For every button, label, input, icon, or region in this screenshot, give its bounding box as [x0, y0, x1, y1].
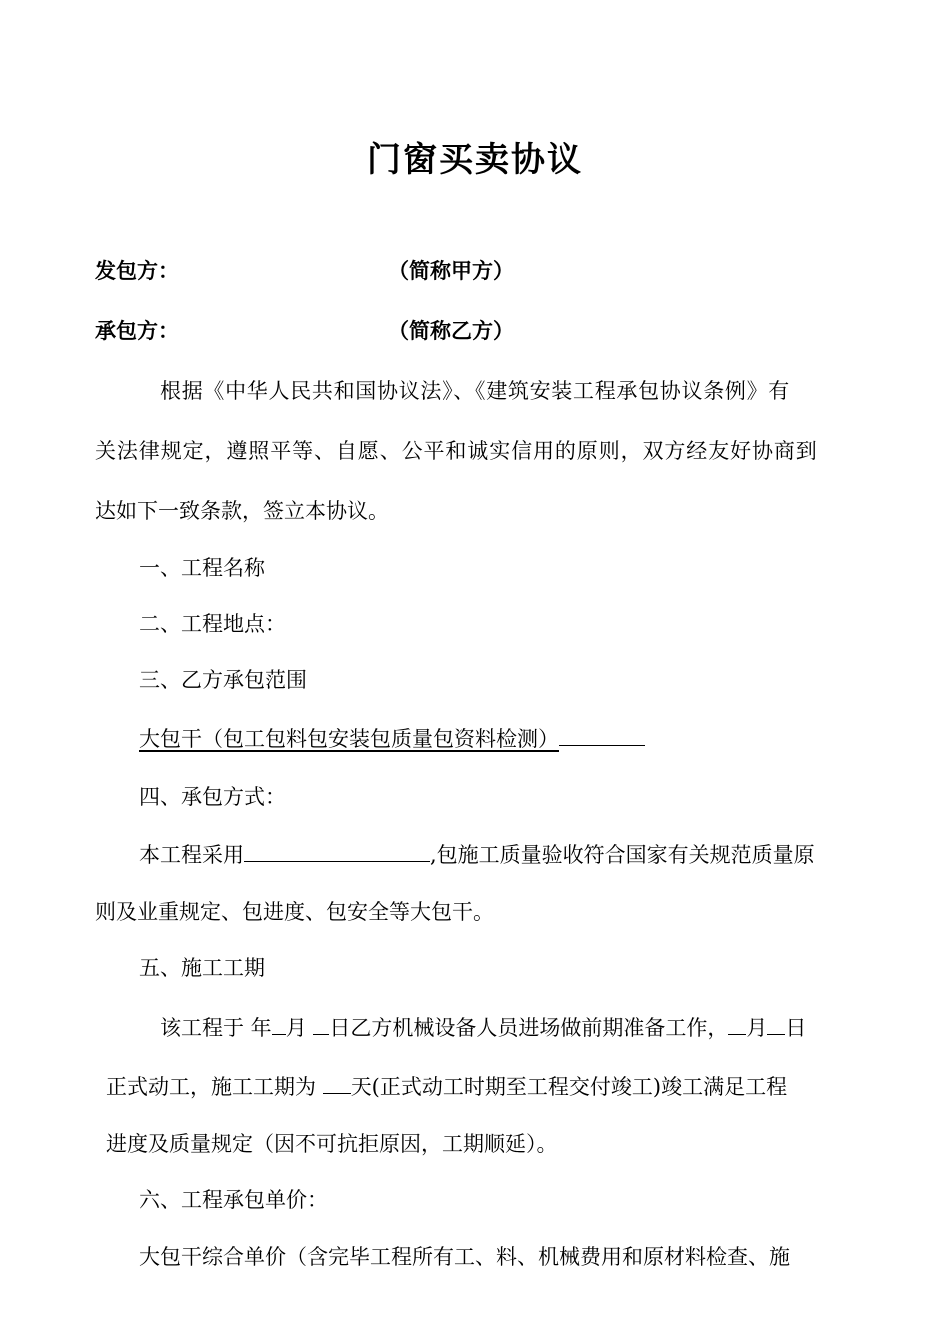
method-prefix: 本工程采用	[139, 843, 244, 867]
section-6-heading: 六、工程承包单价：	[139, 1188, 328, 1212]
contractor-abbr: （简称乙方）	[388, 318, 514, 343]
schedule-month-blank	[313, 1010, 329, 1035]
schedule-text-d: 月	[746, 1016, 768, 1040]
duration-days-blank	[323, 1069, 351, 1094]
section-6-line-1: 大包干综合单价（含完毕工程所有工、料、机械费用和原材料检查、施	[139, 1245, 790, 1269]
schedule-text-b: 月	[285, 1016, 314, 1040]
section-5-line-3: 进度及质量规定（因不可抗拒原因，工期顺延）。	[106, 1132, 558, 1156]
document-title: 门窗买卖协议	[367, 140, 583, 180]
method-suffix: ,包施工质量验收符合国家有关规范质量原	[430, 843, 815, 867]
schedule-start-day-blank	[767, 1010, 785, 1035]
intro-line-1: 根据《中华人民共和国协议法》、《建筑安装工程承包协议条例》有	[160, 379, 790, 403]
section-4-method-line	[139, 837, 815, 870]
scope-text: 大包干（包工包料包安装包质量包资料检测）	[139, 727, 559, 751]
section-5-line-1	[160, 1010, 806, 1043]
duration-text-a: 正式动工，施工工期为	[106, 1075, 323, 1099]
schedule-text-c: 日乙方机械设备人员进场做前期准备工作，	[329, 1016, 729, 1040]
duration-text-b: 天(正式动工时期至工程交付竣工)竣工满足工程	[350, 1075, 788, 1099]
schedule-year-blank	[272, 1010, 286, 1035]
scope-blank-line	[559, 721, 645, 746]
intro-line-2: 关法律规定，遵照平等、自愿、公平和诚实信用的原则，双方经友好协商到	[95, 439, 818, 463]
schedule-start-month-blank	[728, 1010, 746, 1035]
section-3-heading: 三、乙方承包范围	[139, 668, 307, 692]
section-3-scope	[139, 721, 645, 754]
section-1-heading: 一、工程名称	[139, 556, 265, 580]
schedule-text-a: 该工程于 年	[160, 1016, 272, 1040]
section-5-heading: 五、施工工期	[139, 956, 265, 980]
method-blank	[244, 837, 430, 862]
employer-abbr: （简称甲方）	[388, 258, 514, 283]
section-4-method-line-2: 则及业重规定、包进度、包安全等大包干。	[95, 900, 494, 924]
employer-label: 发包方：	[95, 258, 179, 283]
schedule-text-e: 日	[785, 1016, 807, 1040]
section-5-line-2	[106, 1069, 787, 1102]
intro-line-3: 达如下一致条款，签立本协议。	[95, 499, 389, 523]
contractor-label: 承包方：	[95, 318, 179, 343]
section-4-heading: 四、承包方式：	[139, 785, 286, 809]
section-2-heading: 二、工程地点：	[139, 612, 286, 636]
